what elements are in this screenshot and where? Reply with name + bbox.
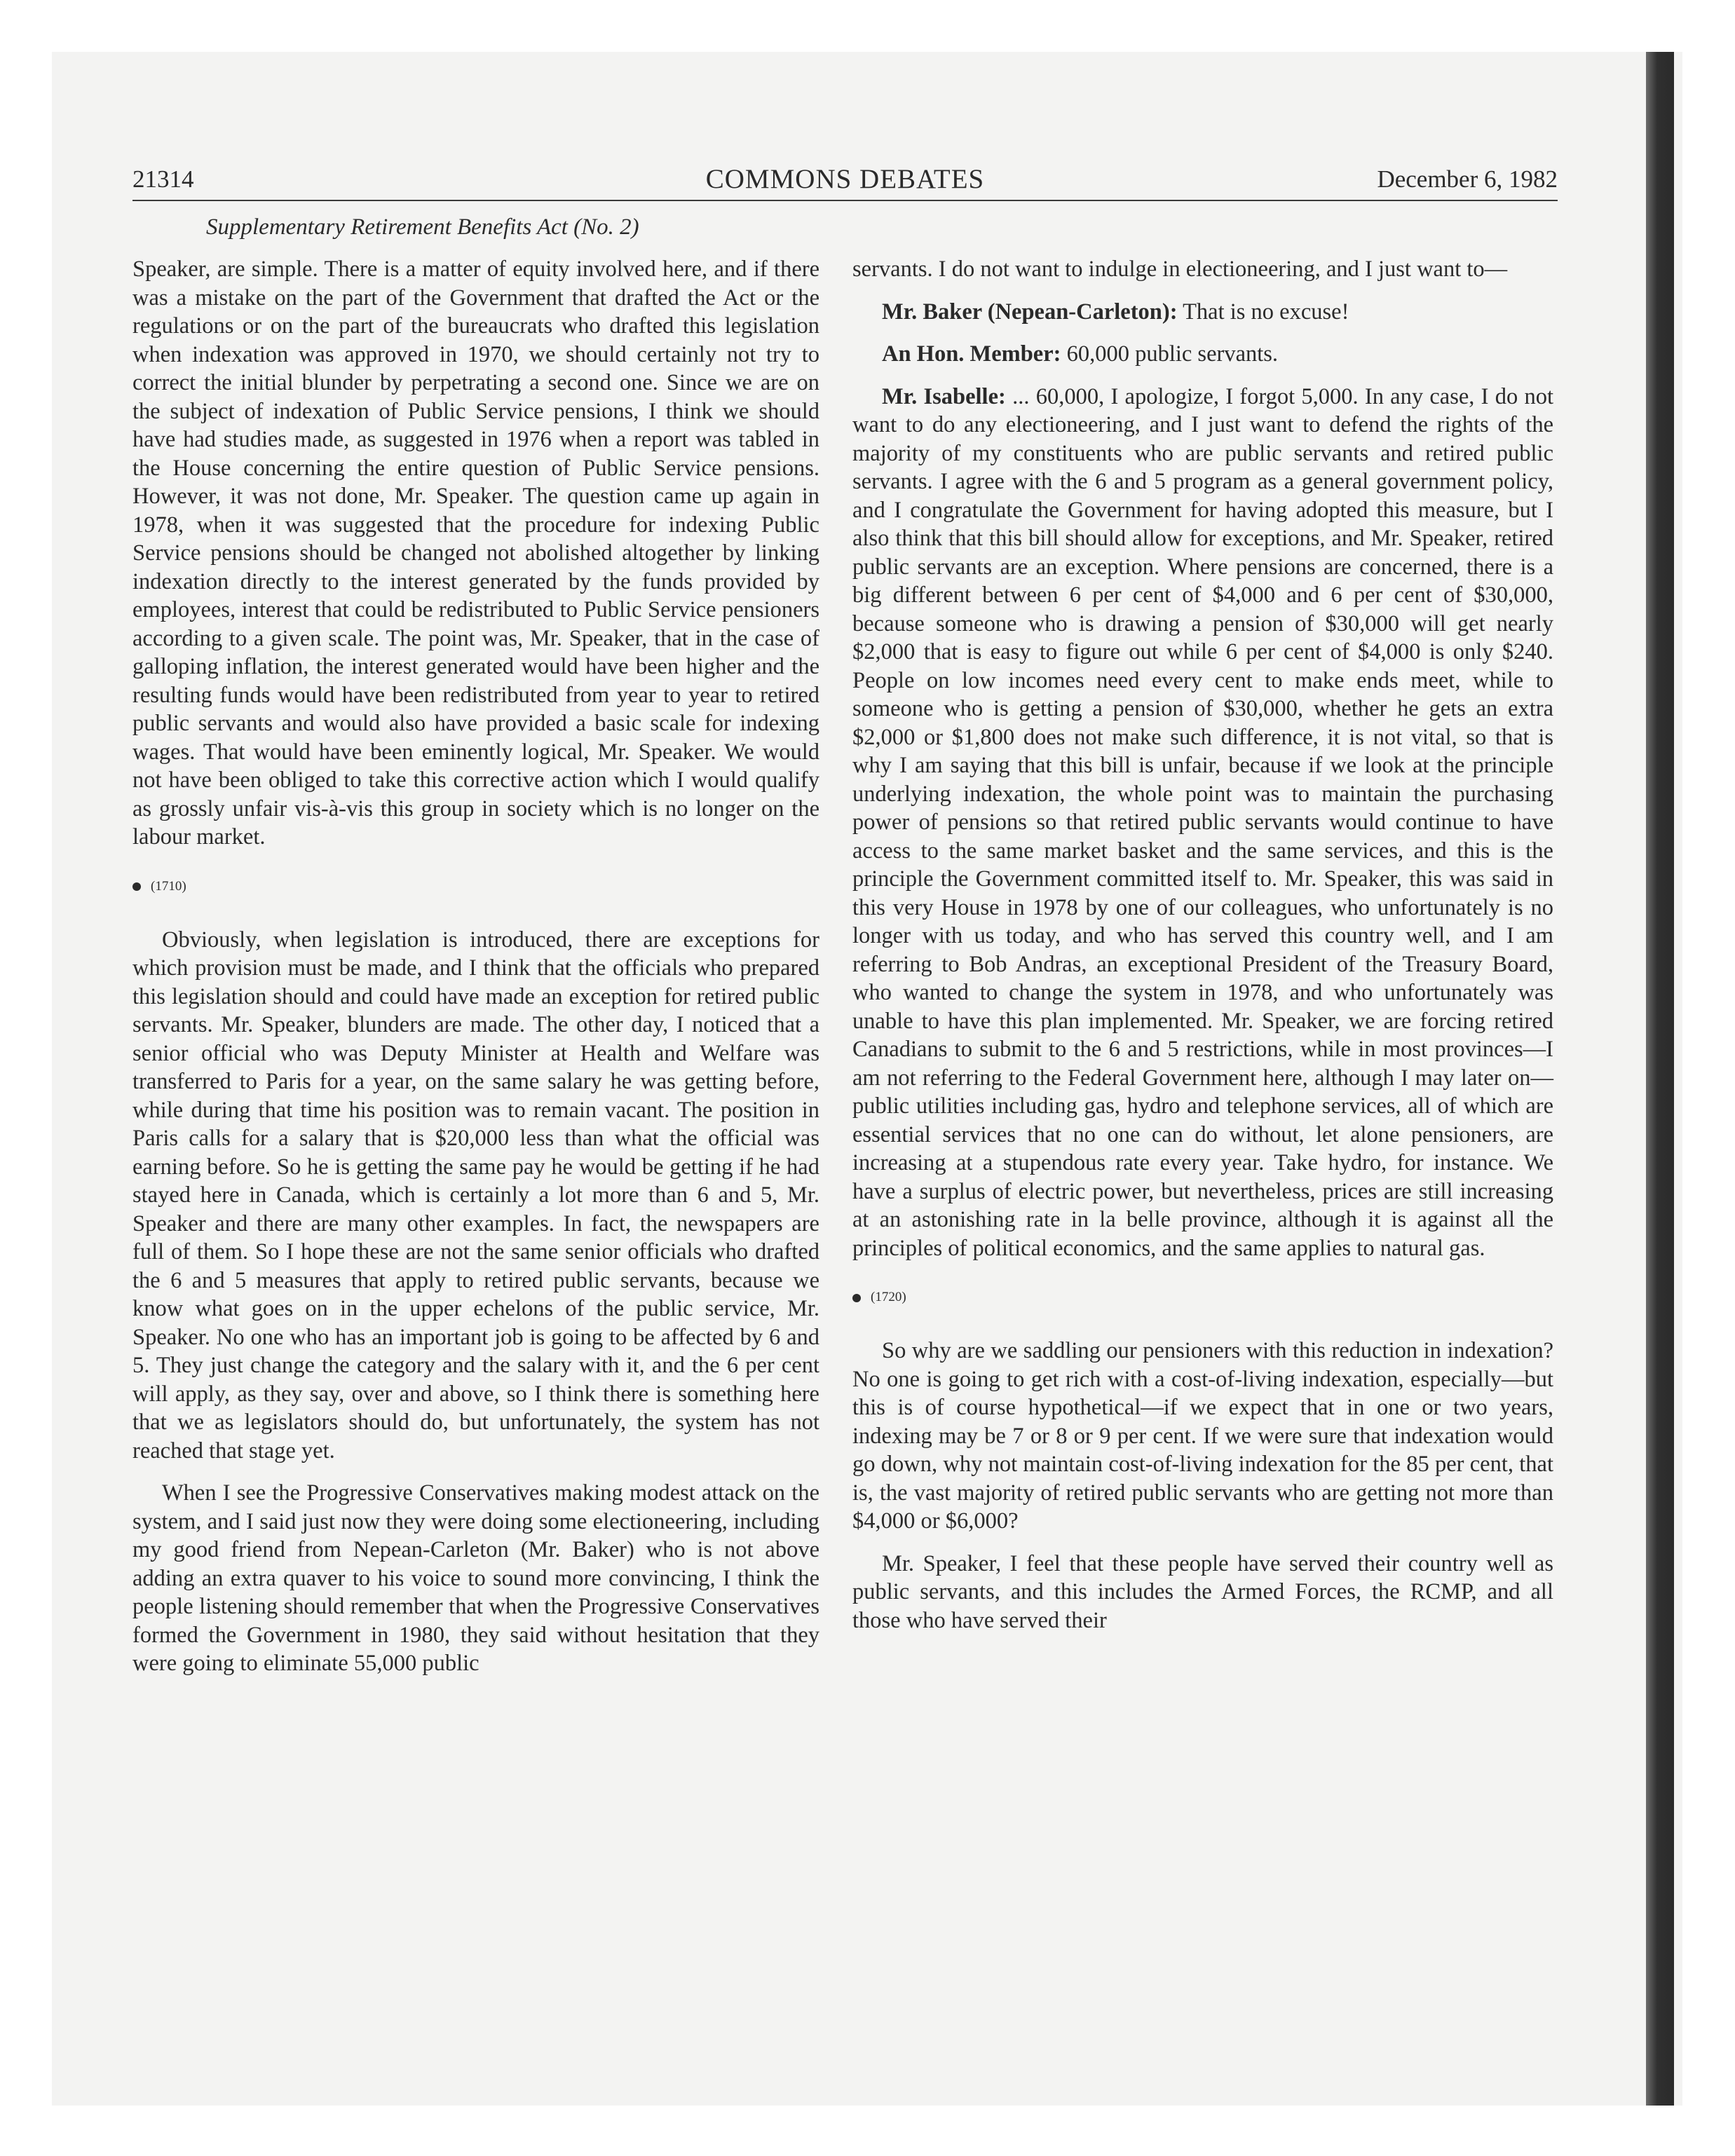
page-header — [132, 163, 1558, 196]
speaker-name: Mr. Baker (Nepean-Carleton): — [882, 299, 1178, 325]
left-column — [132, 255, 819, 1692]
page-number: 21314 — [132, 165, 194, 193]
header-date: December 6, 1982 — [1377, 165, 1558, 193]
paragraph: servants. I do not want to indulge in electioneering, and I just want to— — [852, 257, 1508, 282]
paragraph: Mr. Speaker, I feel that these people have served their country well as public servants, and this includes the Armed Forces, the RCMP, and all those who have served their — [852, 1550, 1553, 1633]
bullet-icon — [132, 882, 141, 891]
journal-title: COMMONS DEBATES — [705, 164, 985, 194]
speech-text: 60,000 public servants. — [1061, 341, 1279, 367]
paragraph: Obviously, when legislation is introduced, there are exceptions for which provision must be made, and I think that the officials who prepared this legislation should and could have made an exception for retired public servants. Mr. Speaker, blunders are made. The other day, I noticed that a senior official who was Deputy Minister at Health and Welfare was transferred to Paris for a year, on the same salary he was getting before, while during that time his position was to remain vacant. The position in Paris calls for a salary that is $20,000 less than what the official was earning before. So he is getting the same pay he would be getting if he had stayed here in Canada, which is certainly a lot more than 6 and 5, Mr. Speaker and there are many other examples. In fact, the newspapers are full of them. So I hope these are not the same senior officials who drafted the 6 and 5 measures that apply to retired public servants, because we know what goes on in the upper echelons of the public service, Mr. Speaker. No one who has an important job is going to be affected by 6 and 5. They just change the category and the salary with it, and the 6 per cent will apply, as they say, over and above, so I think there is something here that we as legislators should do, but unfortunately, the system has not reached that stage yet. — [132, 927, 819, 1464]
speech-text: ... 60,000, I apologize, I forgot 5,000. In any case, I do not want to do any electioneering, and I just want to defend the rights of the majority of my constituents who are public servants and retired public servants. I agree with the 6 and 5 program as a general government policy, and I congratulate the Government for having adopted this measure, but I also think that this bill should allow for exceptions, and Mr. Speaker, retired public servants are an exception. Where pensions are concerned, there is a big different between 6 per cent of $4,000 and 6 per cent of $30,000, because someone who is drawing a pension of $30,000 will get nearly $2,000 that is easy to figure out while 6 per cent of $4,000 is only $240. People on low incomes need every cent to make ends meet, while to someone who is getting a pension of $30,000, whether he gets an extra $2,000 or $1,800 does not make such difference, it is not vital, so that is why I am saying that this bill is unfair, because if we look at the principle underlying indexation, the whole point was to maintain the purchasing power of pensions so that retired public servants would continue to have access to the same market basket and the same services, and this is the principle the Government committed itself to. Mr. Speaker, this was said in this very House in 1978 by one of our colleagues, who unfortunately is no longer with us today, and who has served this country well, and I am referring to Bob Andras, an exceptional President of the Treasury Board, who wanted to change the system in 1978, and who unfortunately was unable to have this plan implemented. Mr. Speaker, we are forcing retired Canadians to submit to the 6 and 5 restrictions, while in most provinces—I am not referring to the Federal Government here, although I may later on—public utilities including gas, hydro and telephone services, all of which are essential services that no one can do without, let alone pensioners, are increasing at a stupendous rate every year. Take hydro, for instance. We have a surplus of electric power, but nevertheless, prices are still increasing at an astonishing rate in la belle province, although it is against all the principles of political economics, and the same applies to natural gas. — [852, 383, 1553, 1261]
speech-paragraph — [852, 383, 1553, 1263]
speaker-name: Mr. Isabelle: — [882, 383, 1006, 409]
time-marker-label: (1710) — [151, 878, 186, 894]
time-marker-label: (1720) — [871, 1290, 906, 1304]
speech-paragraph — [852, 298, 1553, 327]
speaker-name: An Hon. Member: — [882, 341, 1061, 367]
time-marker — [132, 873, 819, 901]
bullet-icon — [852, 1294, 861, 1302]
header-rule — [132, 200, 1558, 201]
speech-text: That is no excuse! — [1177, 299, 1349, 325]
right-column — [852, 255, 1553, 1649]
speech-paragraph — [852, 340, 1553, 369]
page-edge-shadow — [1646, 52, 1674, 2106]
paragraph: Speaker, are simple. There is a matter of equity involved here, and if there was a mistake on the part of the Government that drafted the Act or the regulations or on the part of the bureaucrats who drafted this legislation when indexation was approved in 1970, we should certainly not try to correct the initial blunder by perpetrating a second one. Since we are on the subject of indexation of Public Service pensions, I think we should have had studies made, as suggested in 1976 when a report was tabled in the House concerning the entire question of Public Service pensions. However, it was not done, Mr. Speaker. The question came up again in 1978, when it was suggested that the procedure for indexing Public Service pensions should be changed not abolished altogether by linking indexation directly to the interest generated by the funds provided by employees, interest that could be redistributed to Public Service pensioners according to a given scale. The point was, Mr. Speaker, that in the case of galloping inflation, the interest generated would have been higher and the resulting funds would have been redistributed from year to year to retired public servants and would also have provided a basic scale for indexing wages. That would have been eminently logical, Mr. Speaker. We would not have been obliged to take this corrective action which I would qualify as grossly unfair vis-à-vis this group in society which is no longer on the labour market. — [132, 257, 819, 850]
running-title: Supplementary Retirement Benefits Act (No. 2) — [206, 214, 639, 240]
paragraph: So why are we saddling our pensioners with this reduction in indexation? No one is going to get rich with a cost-of-living indexation, especially—but this is of course hypothetical—if we expect that in one or two years, indexing may be 7 or 8 or 9 per cent. If we were sure that indexation would go down, why not maintain cost-of-living indexation for the 85 per cent, that is, the vast majority of retired public servants who are getting not more than $4,000 or $6,000? — [852, 1338, 1553, 1534]
paragraph: When I see the Progressive Conservatives making modest attack on the system, and I said just now they were doing some electioneering, including my good friend from Nepean-Carleton (Mr. Baker) who is not above adding an extra quaver to his voice to sound more convincing, I think the people listening should remember that when the Progressive Conservatives formed the Government in 1980, they said without hesitation that they were going to eliminate 55,000 public — [132, 1480, 819, 1676]
time-marker — [852, 1283, 1553, 1311]
